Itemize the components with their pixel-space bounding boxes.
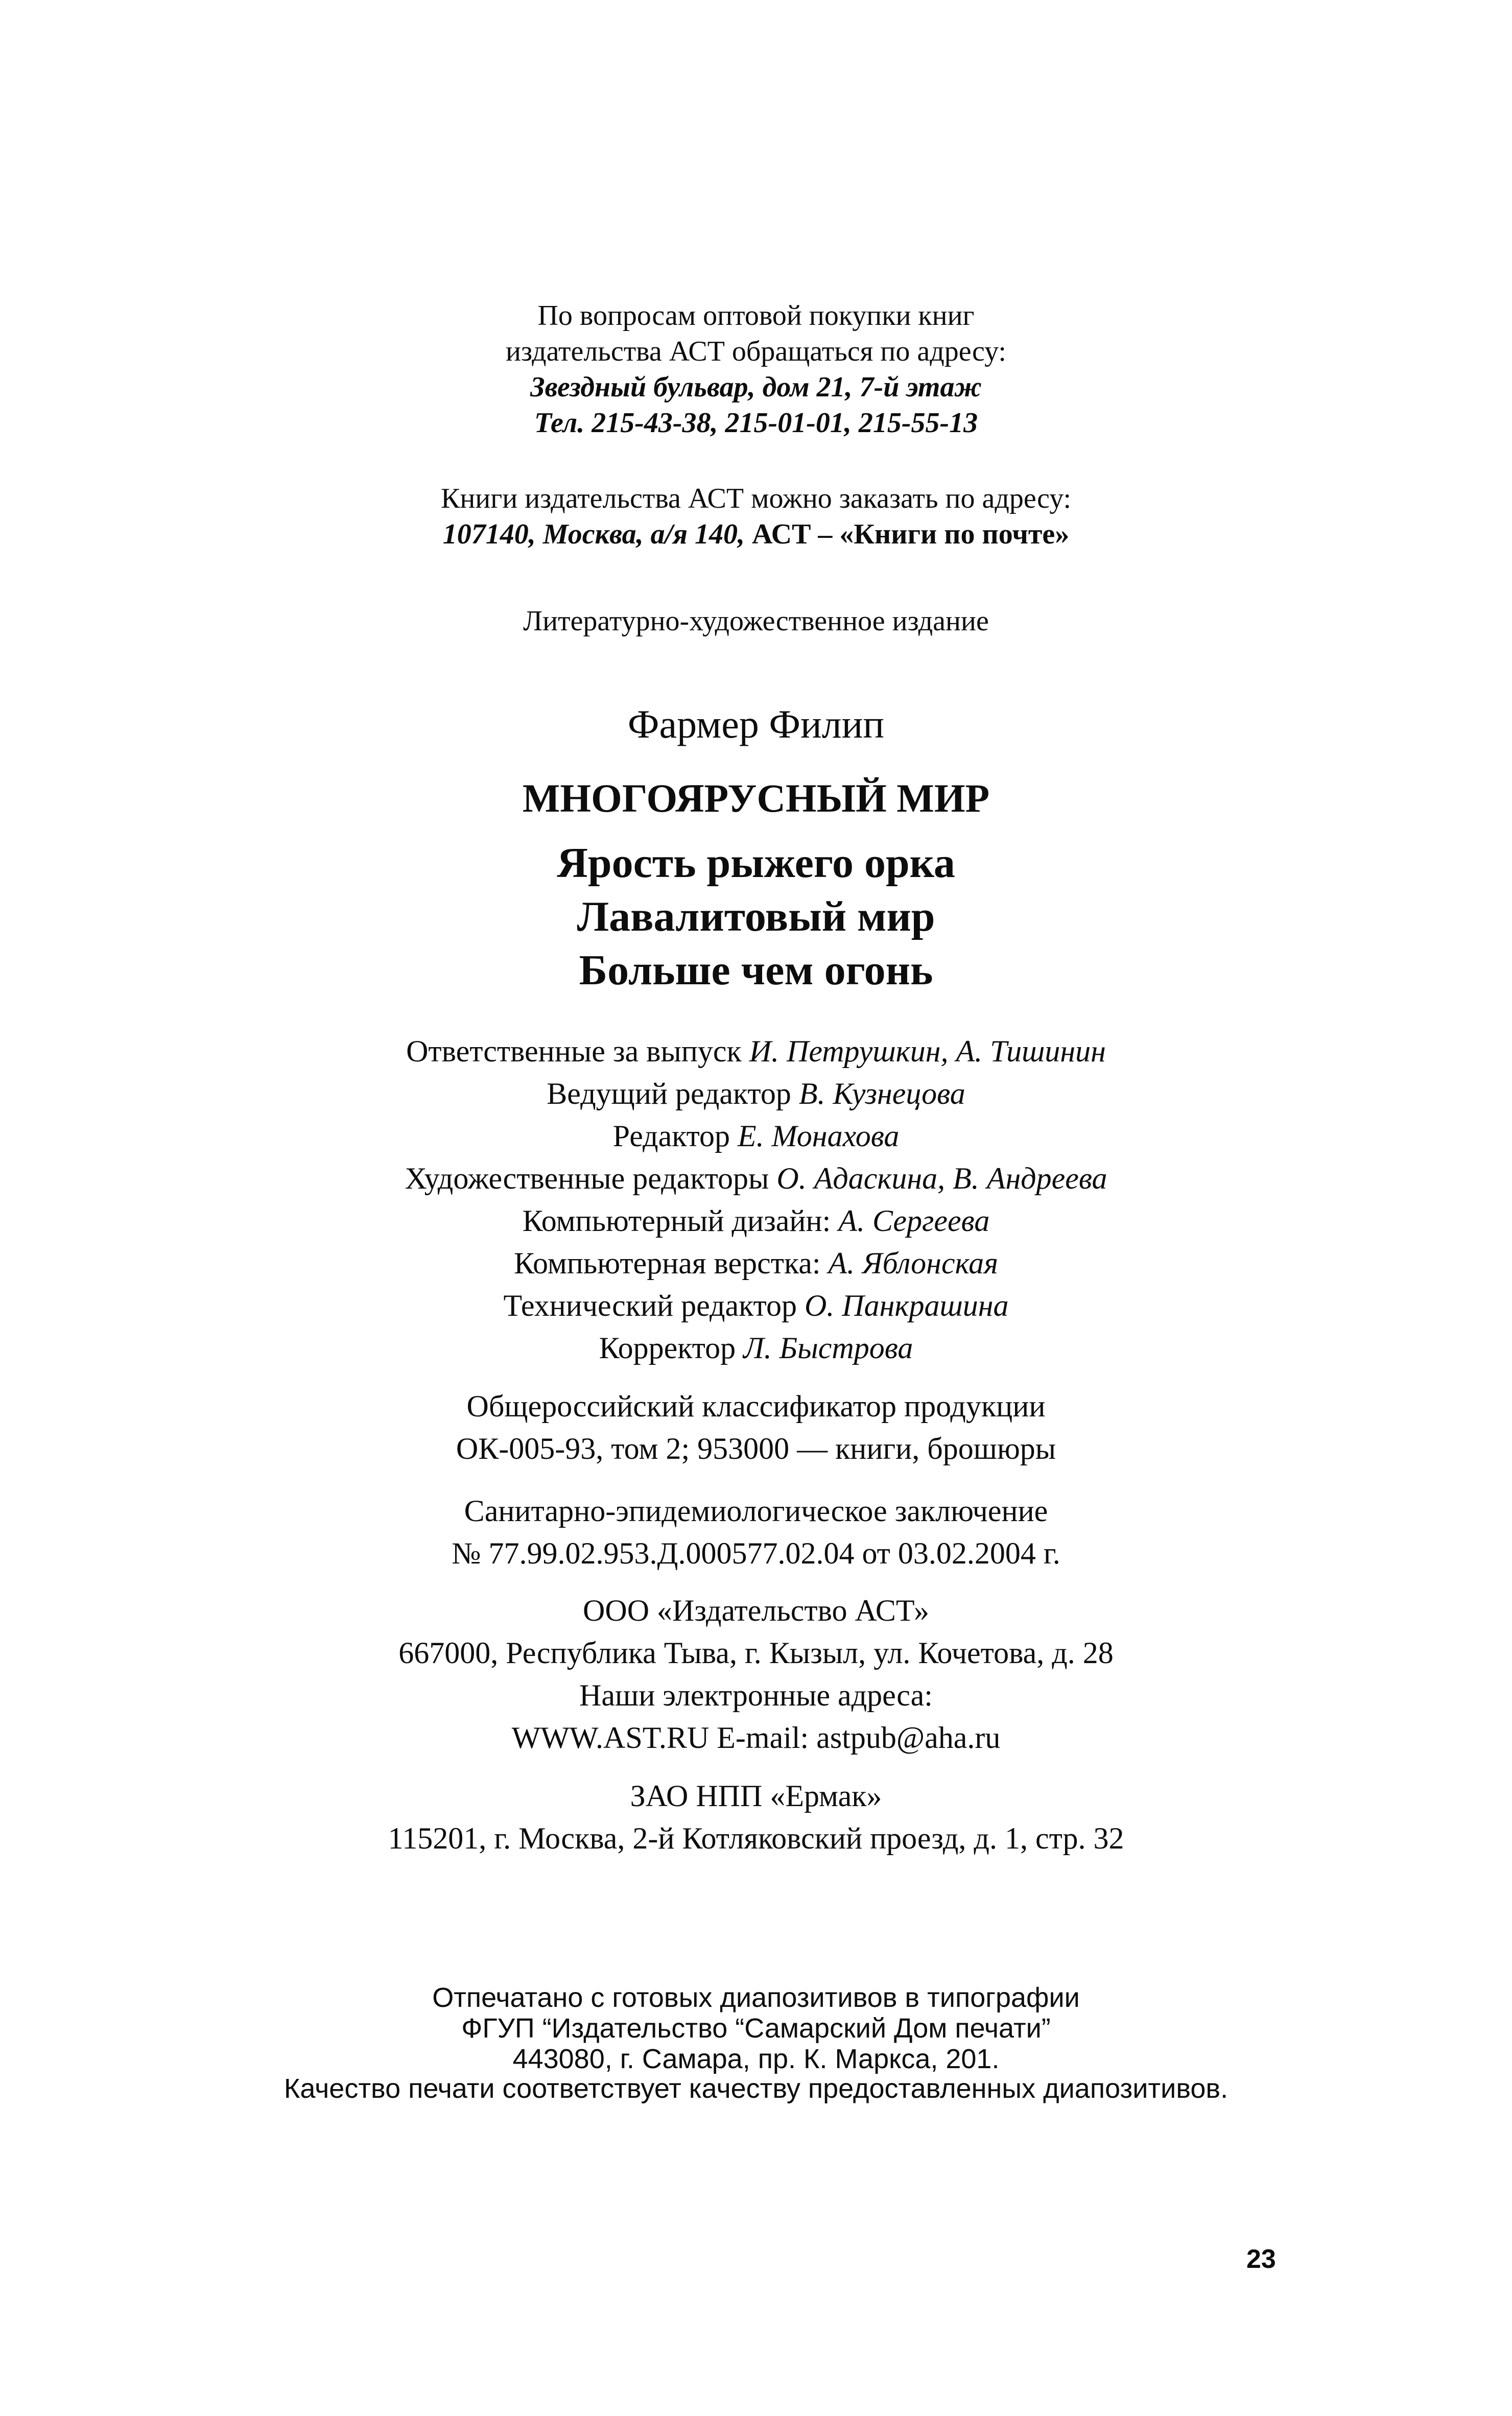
- credit-role: Художественные редакторы: [405, 1162, 777, 1195]
- printer-line-3: 443080, г. Самара, пр. К. Маркса, 201.: [512, 2044, 1000, 2074]
- credit-line: [0, 1032, 1512, 1071]
- classifier-line-2: ОК-005-93, том 2; 953000 — книги, брошюры: [456, 1432, 1056, 1465]
- ermak-name: ЗАО НПП «Ермак»: [630, 1779, 882, 1813]
- printer-line-4: Качество печати соответствует качеству предоставленных диапозитивов.: [284, 2073, 1228, 2104]
- wholesale-line-1: По вопросам оптовой покупки книг: [537, 300, 975, 331]
- credit-line: [0, 1244, 1512, 1283]
- sanitary-line-2: № 77.99.02.953.Д.000577.02.04 от 03.02.2004 г.: [452, 1536, 1060, 1570]
- credit-line: [0, 1329, 1512, 1367]
- mail-order-address: 107140, Москва, а/я 140,: [442, 518, 745, 550]
- credit-role: Технический редактор: [503, 1289, 805, 1322]
- credit-name: Л. Быстрова: [743, 1331, 913, 1365]
- credit-name: О. Панкрашина: [804, 1289, 1009, 1322]
- publisher-name: ООО «Издательство АСТ»: [583, 1594, 929, 1627]
- wholesale-phones: Тел. 215-43-38, 215-01-01, 215-55-13: [534, 407, 978, 439]
- book-title-1: Ярость рыжего орка: [557, 839, 955, 887]
- credit-line: [0, 1159, 1512, 1198]
- printer-line-2: ФГУП “Издательство “Самарский Дом печати”: [461, 2013, 1051, 2044]
- wholesale-address: Звездный бульвар, дом 21, 7-й этаж: [530, 371, 982, 403]
- credit-role: Компьютерная верстка:: [513, 1246, 829, 1280]
- publisher-web: WWW.AST.RU E-mail: astpub@aha.ru: [511, 1721, 1001, 1755]
- credit-name: И. Петрушкин, А. Тишинин: [749, 1034, 1106, 1068]
- credit-role: Ведущий редактор: [547, 1077, 799, 1110]
- genre: Литературно-художественное издание: [523, 605, 989, 637]
- sanitary-line-1: Санитарно-эпидемиологическое заключение: [464, 1494, 1048, 1528]
- credit-role: Корректор: [599, 1331, 744, 1365]
- author-name: Фармер Филип: [627, 702, 885, 746]
- credit-line: [0, 1117, 1512, 1155]
- printer-line-1: Отпечатано с готовых диапозитивов в типографии: [432, 1982, 1080, 2013]
- publisher-web-label: Наши электронные адреса:: [579, 1678, 933, 1712]
- credit-role: Ответственные за выпуск: [406, 1034, 749, 1068]
- classifier-line-1: Общероссийский классификатор продукции: [466, 1389, 1046, 1423]
- publisher-address: 667000, Республика Тыва, г. Кызыл, ул. Кочетова, д. 28: [398, 1636, 1114, 1670]
- credit-name: О. Адаскина, В. Андреева: [776, 1162, 1107, 1195]
- credit-line: [0, 1286, 1512, 1325]
- credit-name: В. Кузнецова: [798, 1077, 965, 1110]
- wholesale-line-2: издательства АСТ обращаться по адресу:: [506, 336, 1006, 367]
- credit-name: А. Сергеева: [838, 1204, 990, 1238]
- page-number: 23: [1246, 2244, 1276, 2274]
- series-title: МНОГОЯРУСНЫЙ МИР: [522, 776, 990, 820]
- credit-role: Компьютерный дизайн:: [522, 1204, 839, 1238]
- mail-order-service: АСТ – «Книги по почте»: [744, 518, 1070, 550]
- credit-name: Е. Монахова: [738, 1119, 900, 1153]
- mail-order-line-1: Книги издательства АСТ можно заказать по адресу:: [440, 483, 1072, 514]
- credit-name: А. Яблонская: [828, 1246, 999, 1280]
- book-title-3: Больше чем огонь: [579, 946, 933, 994]
- ermak-address: 115201, г. Москва, 2-й Котляковский проезд, д. 1, стр. 32: [388, 1821, 1124, 1855]
- credit-line: [0, 1074, 1512, 1113]
- credit-role: Редактор: [612, 1119, 738, 1153]
- credit-line: [0, 1201, 1512, 1240]
- mail-order-address-line: [0, 516, 1512, 553]
- book-title-2: Лавалитовый мир: [577, 893, 935, 940]
